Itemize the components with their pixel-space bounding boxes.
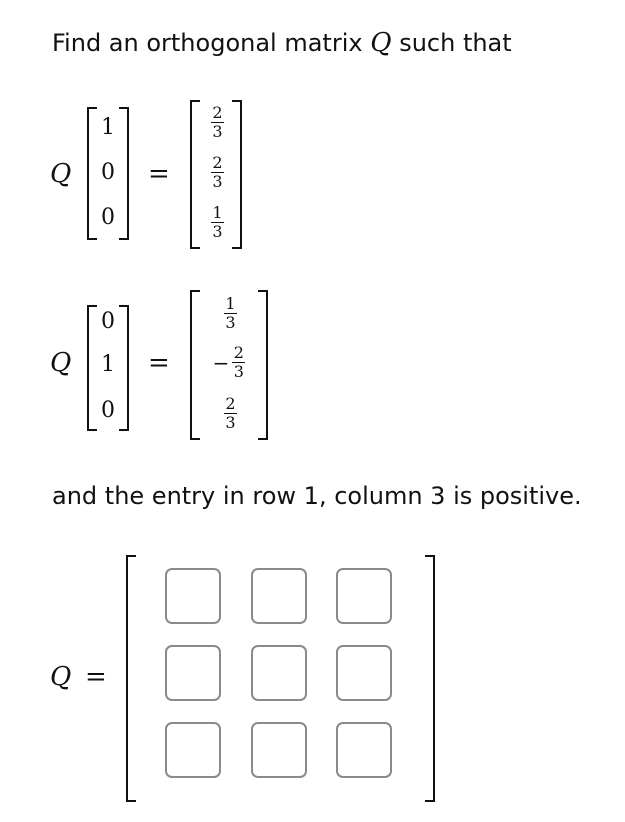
prompt-suffix: such that [399, 29, 512, 57]
eq1-equals-sign: = [148, 159, 170, 189]
eq2-output-entry-3: $\frac{2}{3}$ [225, 394, 236, 432]
eq1-input-vector [87, 107, 129, 240]
answer-cell-r2c2[interactable] [251, 645, 307, 701]
eq1-input-entry-3: 0 [101, 205, 115, 230]
answer-left-bracket [126, 555, 136, 802]
eq2-output-vector [190, 290, 268, 440]
answer-equals-sign: = [85, 662, 107, 692]
eq1-output-entry-1: $\frac{2}{3}$ [212, 103, 223, 141]
prompt-symbol: Q [370, 28, 392, 58]
answer-cell-r1c3[interactable] [336, 568, 392, 624]
eq2-output-entry-2: − $\frac{2}{3}$ [212, 343, 244, 381]
eq1-output-vector [190, 100, 242, 249]
answer-cell-r3c3[interactable] [336, 722, 392, 778]
prompt-line [52, 30, 512, 56]
eq2-input-vector [87, 305, 129, 431]
answer-right-bracket [425, 555, 435, 802]
answer-q-symbol: Q [50, 662, 72, 692]
eq1-output-entry-2: $\frac{2}{3}$ [212, 153, 223, 191]
answer-cell-r3c1[interactable] [165, 722, 221, 778]
eq2-input-entry-2: 1 [101, 352, 115, 377]
answer-cell-r1c1[interactable] [165, 568, 221, 624]
eq2-input-entry-1: 0 [101, 309, 115, 334]
eq1-input-entry-2: 0 [101, 160, 115, 185]
eq2-input-entry-3: 0 [101, 398, 115, 423]
eq1-output-entry-3: $\frac{1}{3}$ [212, 203, 223, 241]
answer-cell-r2c1[interactable] [165, 645, 221, 701]
eq2-equals-sign: = [148, 348, 170, 378]
answer-cell-r3c2[interactable] [251, 722, 307, 778]
eq1-q-symbol: Q [50, 159, 72, 189]
eq2-output-entry-1: $\frac{1}{3}$ [225, 294, 236, 332]
condition-text: and the entry in row 1, column 3 is positive. [52, 482, 582, 510]
eq2-q-symbol: Q [50, 348, 72, 378]
eq1-input-entry-1: 1 [101, 115, 115, 140]
answer-cell-r1c2[interactable] [251, 568, 307, 624]
answer-cell-r2c3[interactable] [336, 645, 392, 701]
prompt-prefix: Find an orthogonal matrix [52, 29, 363, 57]
